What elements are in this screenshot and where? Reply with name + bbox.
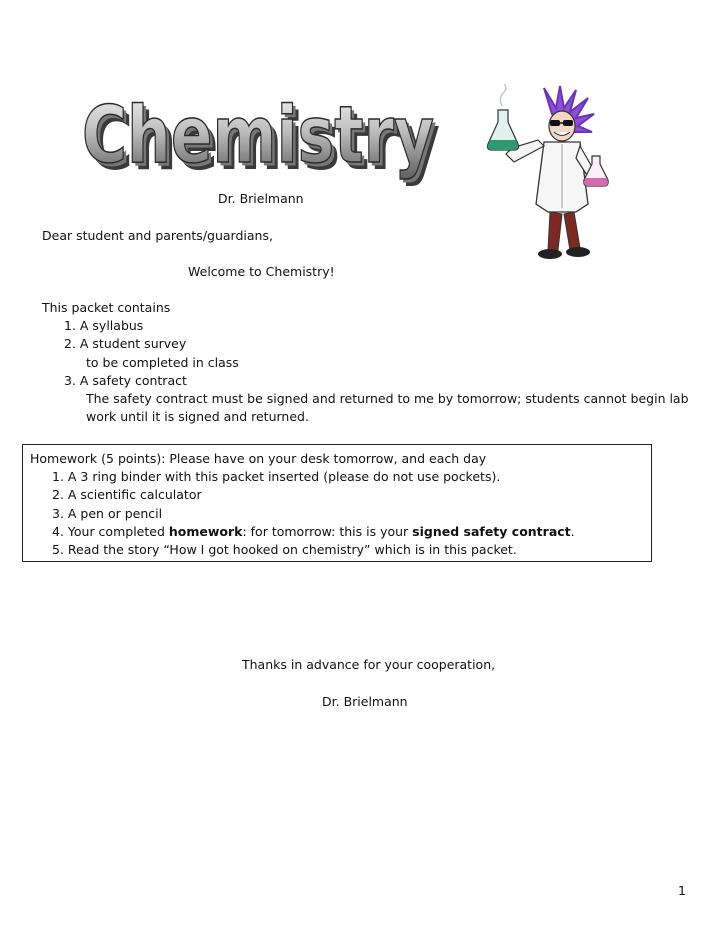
- closing-signature: Dr. Brielmann: [322, 694, 408, 709]
- packet-item-survey-note: to be completed in class: [86, 355, 239, 370]
- goggles-icon: [550, 120, 560, 126]
- safety-contract-note: The safety contract must be signed and returned to me by tomorrow; students cannot begin lab: [86, 391, 689, 406]
- homework-heading: Homework (5 points): Please have on your desk tomorrow, and each day: [30, 451, 487, 466]
- safety-contract-note-cont: work until it is signed and returned.: [86, 409, 309, 424]
- packet-intro: This packet contains: [42, 300, 171, 315]
- homework-emphasis: homework: [168, 524, 243, 539]
- signed-safety-contract-emphasis: signed safety contract: [412, 524, 571, 539]
- homework-item: 3. A pen or pencil: [52, 506, 163, 521]
- homework-item4-prefix: 4. Your completed: [52, 524, 169, 539]
- welcome-line: Welcome to Chemistry!: [188, 264, 335, 279]
- mad-scientist-illustration: [484, 84, 616, 266]
- packet-item-safety-contract: 3. A safety contract: [64, 373, 187, 388]
- wordart-face: Chemistry: [82, 91, 434, 181]
- greeting: Dear student and parents/guardians,: [42, 228, 273, 243]
- chemistry-wordart-title: [72, 72, 444, 194]
- homework-item: 5. Read the story “How I got hooked on chemistry” which is in this packet.: [52, 542, 517, 557]
- wordart-shadow: Chemistry: [88, 98, 440, 188]
- teacher-name: Dr. Brielmann: [218, 191, 304, 206]
- homework-item: 2. A scientific calculator: [52, 487, 202, 502]
- homework-item: 1. A 3 ring binder with this packet inserted (please do not use pockets).: [52, 469, 501, 484]
- homework-item4-middle: : for tomorrow: this is your: [242, 524, 413, 539]
- scientist-pants: [548, 212, 562, 250]
- wordart-extrusion: Chemistry: [85, 94, 437, 185]
- scientist-shoe: [538, 249, 562, 259]
- page-number: 1: [678, 883, 686, 898]
- homework-item: [52, 524, 575, 539]
- closing-thanks: Thanks in advance for your cooperation,: [242, 657, 496, 672]
- packet-item-syllabus: 1. A syllabus: [64, 318, 144, 333]
- flask-icon: [488, 84, 519, 150]
- homework-item4-suffix: .: [570, 524, 575, 539]
- packet-item-survey: 2. A student survey: [64, 336, 187, 351]
